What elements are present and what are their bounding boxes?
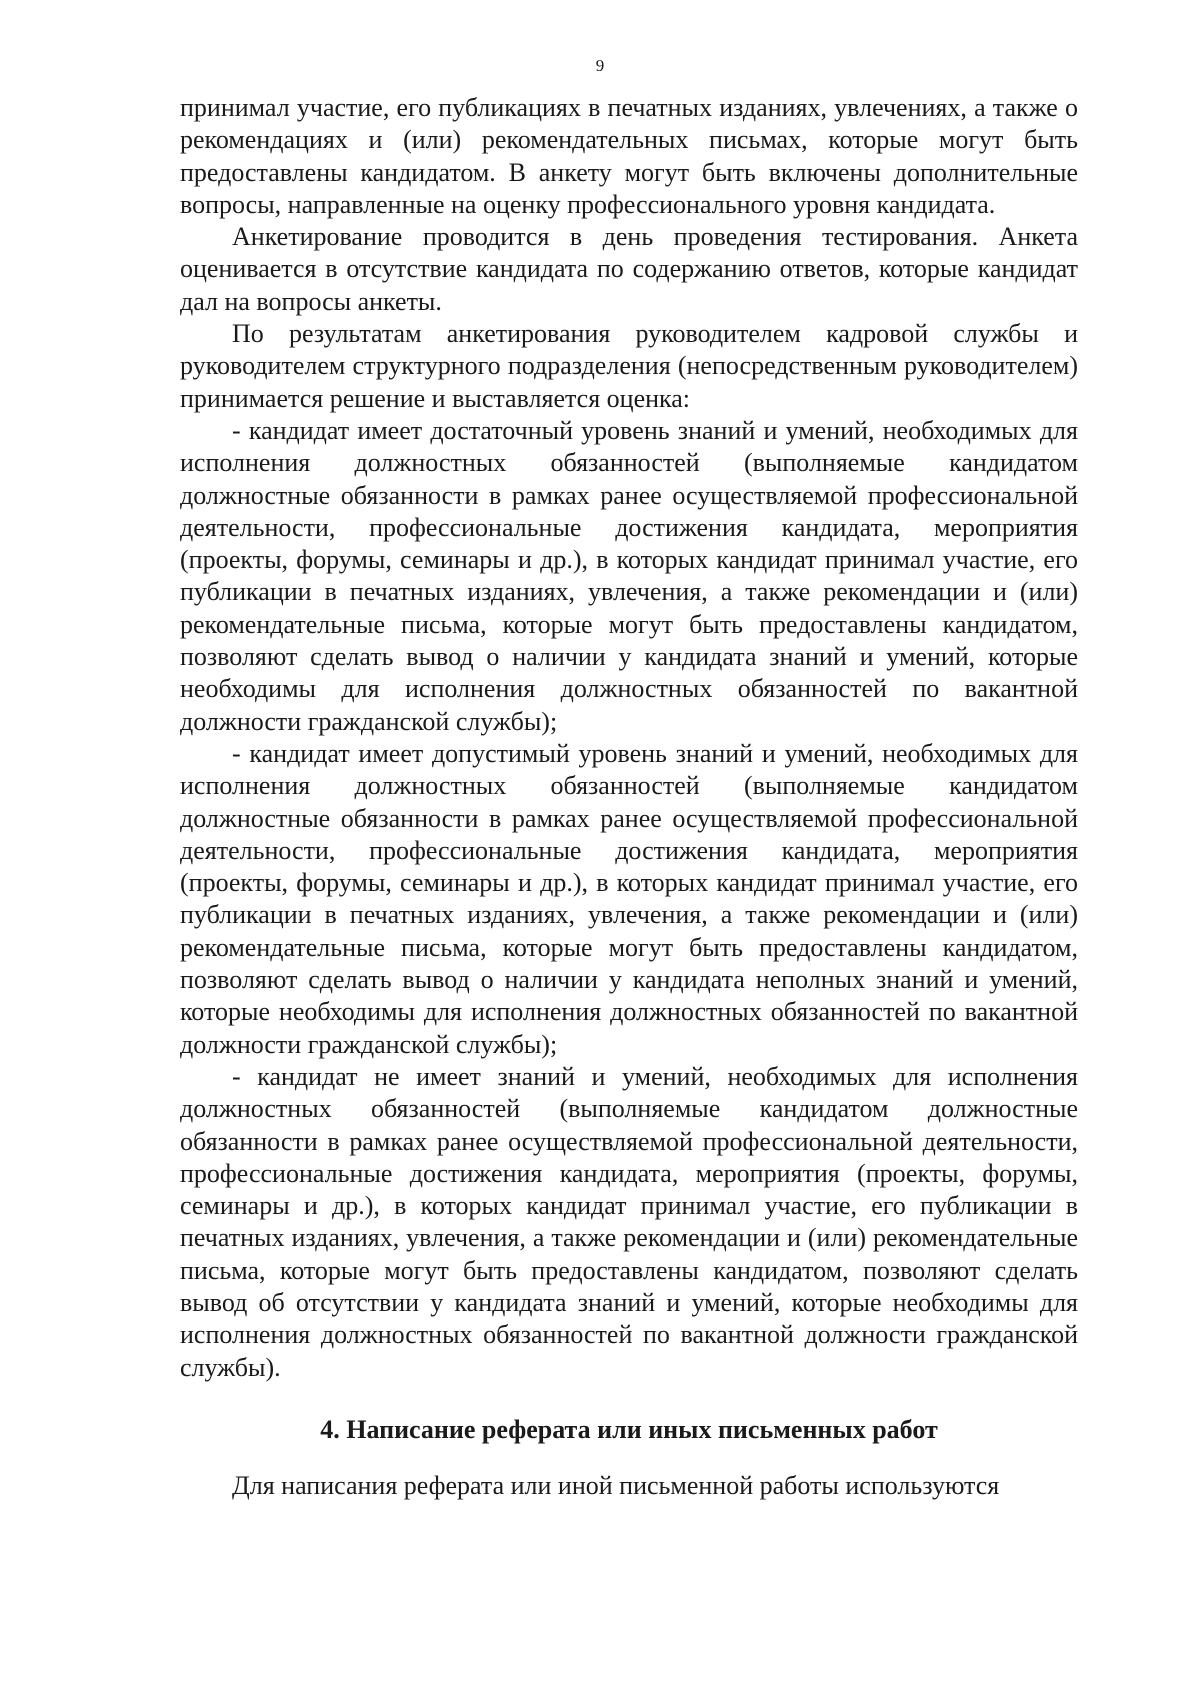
paragraph-questionnaire-procedure: Анкетирование проводится в день проведения тестирования. Анкета оценивается в отсутствие кандидата по содержанию ответов, которые кандидат дал на вопросы анкеты. [180,222,1078,316]
document-body [180,92,1078,1502]
section-heading: 4. Написание реферата или иных письменных работ [320,1414,938,1444]
page-number: 9 [595,56,605,75]
list-item-no-knowledge: - кандидат не имеет знаний и умений, необходимых для исполнения должностных обязанностей (выполняемые кандидатом должностные обязанности в рамках ранее осуществляемой профессиональной деятельности, профессиональные достижения кандидата, мероприятия (проекты, форумы, семинары и др.), в которых кандидат принимал участие, его публикации в печатных изданиях, увлечения, а также рекомендации и (или) рекомендательные письма, которые могут быть предоставлены кандидатом, позволяют сделать вывод об отсутствии у кандидата знаний и умений, которые необходимы для исполнения должностных обязанностей по вакантной должности гражданской службы). [180,1061,1078,1382]
paragraph-questionnaire-contents: принимал участие, его публикациях в печатных изданиях, увлечениях, а также о рекомендациях и (или) рекомендательных письмах, которые могут быть предоставлены кандидатом. В анкету могут быть включены дополнительные вопросы, направленные на оценку профессионального уровня кандидата. [180,93,1078,219]
paragraph-assessment-decision: По результатам анкетирования руководителем кадровой службы и руководителем структурного подразделения (непосредственным руководителем) принимается решение и выставляется оценка: [180,319,1078,413]
paragraph-essay-intro: Для написания реферата или иной письменной работы используются [232,1470,1000,1500]
list-item-sufficient-level: - кандидат имеет достаточный уровень знаний и умений, необходимых для исполнения должностных обязанностей (выполняемые кандидатом должностные обязанности в рамках ранее осуществляемой профессиональной деятельности, профессиональные достижения кандидата, мероприятия (проекты, форумы, семинары и др.), в которых кандидат принимал участие, его публикации в печатных изданиях, увлечения, а также рекомендации и (или) рекомендательные письма, которые могут быть предоставлены кандидатом, позволяют сделать вывод о наличии у кандидата знаний и умений, которые необходимы для исполнения должностных обязанностей по вакантной должности гражданской службы); [180,415,1078,736]
list-item-acceptable-level: - кандидат имеет допустимый уровень знаний и умений, необходимых для исполнения должностных обязанностей (выполняемые кандидатом должностные обязанности в рамках ранее осуществляемой профессиональной деятельности, профессиональные достижения кандидата, мероприятия (проекты, форумы, семинары и др.), в которых кандидат принимал участие, его публикации в печатных изданиях, увлечения, а также рекомендации и (или) рекомендательные письма, которые могут быть предоставлены кандидатом, позволяют сделать вывод о наличии у кандидата неполных знаний и умений, которые необходимы для исполнения должностных обязанностей по вакантной должности гражданской службы); [180,738,1078,1059]
